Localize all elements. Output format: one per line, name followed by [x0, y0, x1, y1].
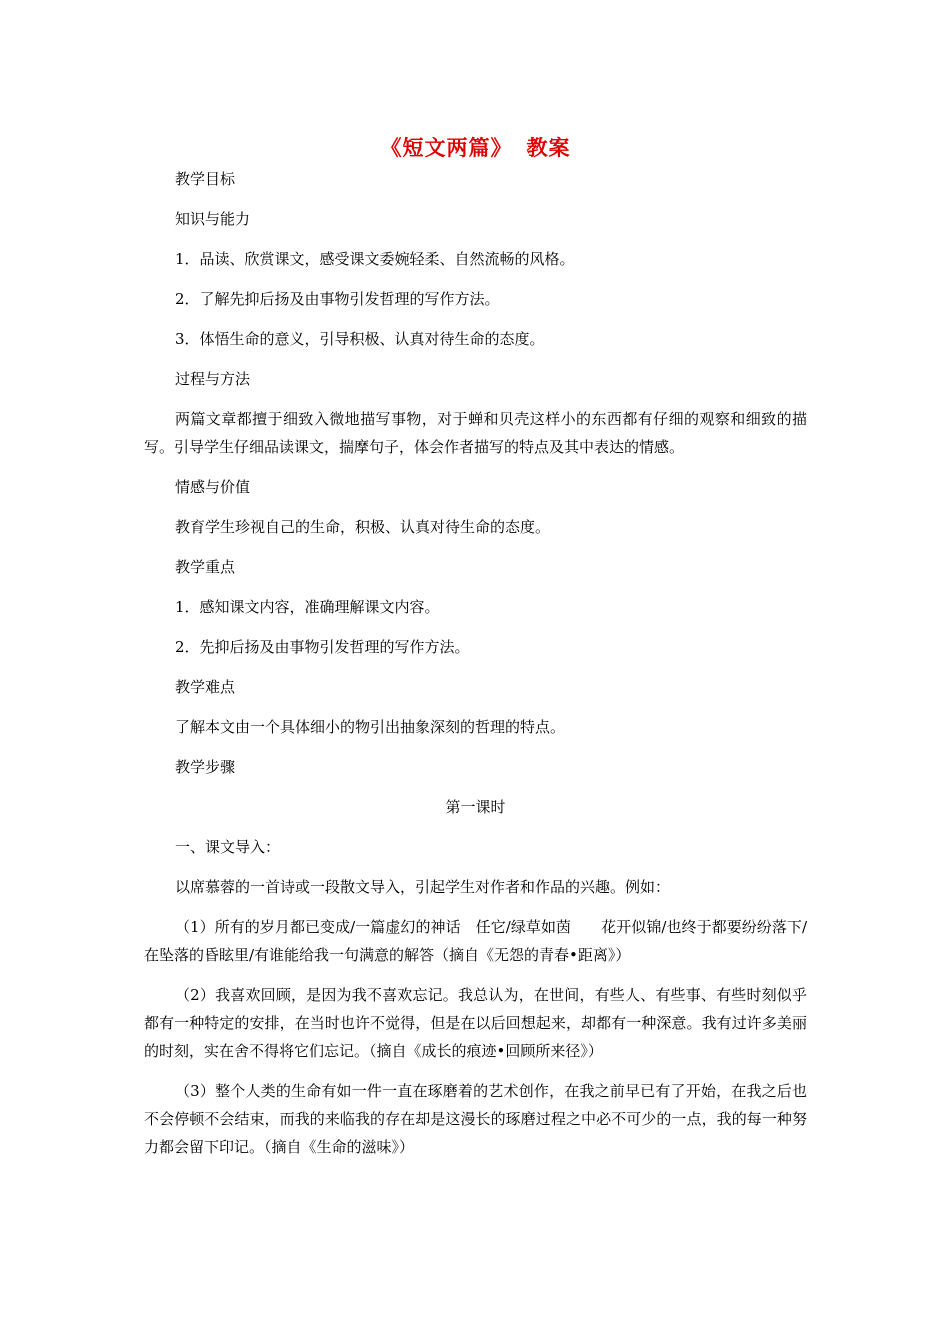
goal-item-2: 2．了解先抑后扬及由事物引发哲理的写作方法。 — [175, 290, 500, 308]
process-method-text: 两篇文章都擅于细致入微地描写事物，对于蝉和贝壳这样小的东西都有仔细的观察和细致的描写。引导学生仔细品读课文，揣摩句子，体会作者描写的特点及其中表达的情感。 — [144, 410, 807, 456]
emotion-value-text: 教育学生珍视自己的生命，积极、认真对待生命的态度。 — [175, 518, 551, 536]
heading-teaching-goals: 教学目标 — [175, 170, 236, 188]
goal-item-1: 1．品读、欣赏课文，感受课文委婉轻柔、自然流畅的风格。 — [175, 250, 575, 268]
heading-teaching-difficulty: 教学难点 — [175, 678, 236, 696]
difficulty-text: 了解本文由一个具体细小的物引出抽象深刻的哲理的特点。 — [175, 718, 566, 736]
title-suffix: 教案 — [526, 135, 571, 160]
quote-1: （1）所有的岁月都已变成/一篇虚幻的神话 任它/绿草如茵 花开似锦/也终于都要纷纷落下/在坠落的昏眩里/有谁能给我一句满意的解答（摘自《无怨的青春•距离》） — [144, 918, 807, 964]
document-title — [144, 133, 807, 163]
focus-item-2: 2．先抑后扬及由事物引发哲理的写作方法。 — [175, 638, 470, 656]
lesson-one-heading: 第一课时 — [445, 798, 506, 816]
quote-2: （2）我喜欢回顾，是因为我不喜欢忘记。我总认为，在世间，有些人、有些事、有些时刻似乎都有一种特定的安排，在当时也许不觉得，但是在以后回想起来，却都有一种深意。我有过许多美丽的时刻，实在舍不得将它们忘记。（摘自《成长的痕迹•回顾所来径》） — [144, 986, 807, 1060]
heading-teaching-steps: 教学步骤 — [175, 758, 236, 776]
quote-3: （3）整个人类的生命有如一件一直在琢磨着的艺术创作，在我之前早已有了开始，在我之后也不会停顿不会结束，而我的来临我的存在却是这漫长的琢磨过程之中必不可少的一点，我的每一种努力都会留下印记。（摘自《生命的滋味》） — [144, 1082, 807, 1156]
subheading-emotion-value: 情感与价值 — [175, 478, 251, 496]
focus-item-1: 1．感知课文内容，准确理解课文内容。 — [175, 598, 440, 616]
subheading-knowledge-ability: 知识与能力 — [175, 210, 251, 228]
heading-teaching-focus: 教学重点 — [175, 558, 236, 576]
goal-item-3: 3．体悟生命的意义，引导积极、认真对待生命的态度。 — [175, 330, 545, 348]
subheading-process-method: 过程与方法 — [175, 370, 251, 388]
intro-text: 以席慕蓉的一首诗或一段散文导入，引起学生对作者和作品的兴趣。例如： — [175, 878, 671, 896]
title-book-name: 《短文两篇》 — [380, 135, 513, 160]
section-intro-heading: 一、课文导入： — [175, 838, 281, 856]
